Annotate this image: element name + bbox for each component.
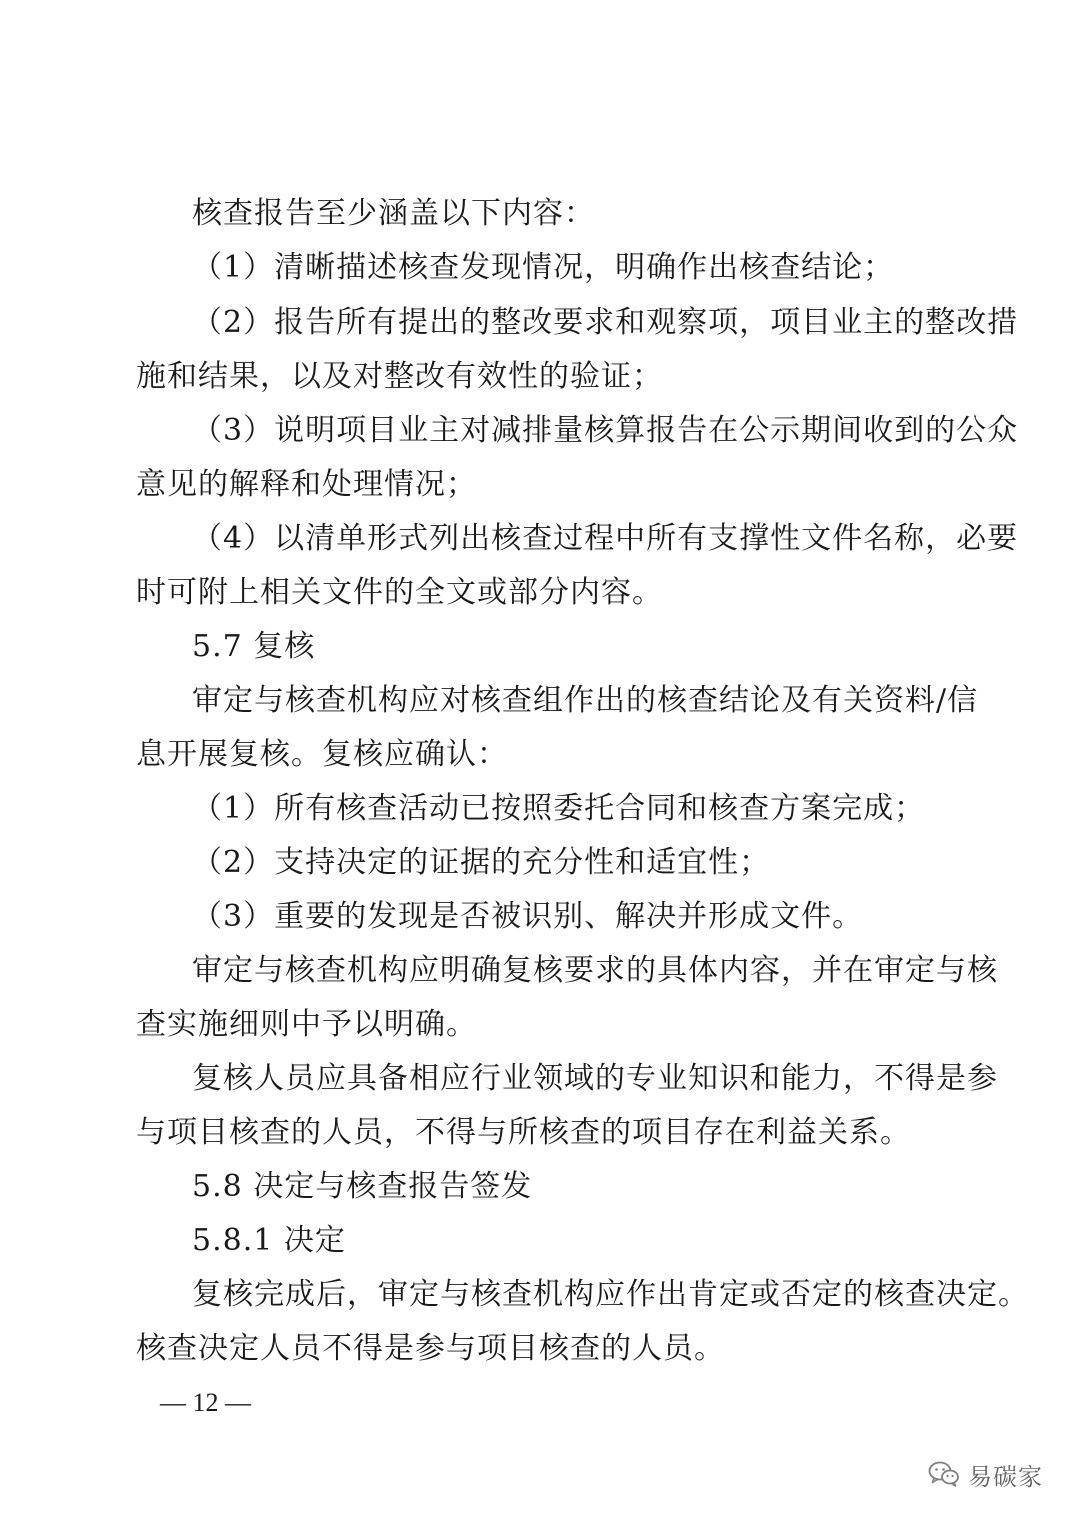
paragraph-line: （1）所有核查活动已按照委托合同和核查方案完成； [192,791,926,826]
watermark-text: 易碳家 [968,1462,1043,1491]
paragraph-line: 意见的解释和处理情况； [136,467,477,502]
paragraph-line: （4）以清单形式列出核查过程中所有支撑性文件名称，必要 [192,521,1019,556]
paragraph-line: 复核人员应具备相应行业领域的专业知识和能力，不得是参 [192,1061,998,1096]
watermark [928,1455,1043,1493]
paragraph-line: 时可附上相关文件的全文或部分内容。 [136,575,663,610]
section-heading: 5.8 决定与核查报告签发 [192,1169,533,1204]
paragraph-line: 核查报告至少涵盖以下内容： [192,196,595,231]
page-number: — 12 — [160,1388,251,1417]
paragraph-line: 审定与核查机构应对核查组作出的核查结论及有关资料/信 [192,683,979,718]
paragraph-line: 与项目核查的人员，不得与所核查的项目存在利益关系。 [136,1115,911,1150]
wechat-icon [928,1460,960,1488]
paragraph-line: 息开展复核。复核应确认： [136,737,508,772]
paragraph-line: 审定与核查机构应明确复核要求的具体内容，并在审定与核 [192,953,998,988]
subsection-heading: 5.8.1 决定 [192,1223,346,1258]
section-heading: 5.7 复核 [192,629,316,664]
paragraph-line: （3）说明项目业主对减排量核算报告在公示期间收到的公众 [192,413,1019,448]
paragraph-line: （2）支持决定的证据的充分性和适宜性； [192,845,771,880]
paragraph-line: （2）报告所有提出的整改要求和观察项，项目业主的整改措 [192,305,1019,340]
paragraph-line: （3）重要的发现是否被识别、解决并形成文件。 [192,899,864,934]
paragraph-line: 核查决定人员不得是参与项目核查的人员。 [136,1331,725,1366]
paragraph-line: 复核完成后，审定与核查机构应作出肯定或否定的核查决定。 [192,1277,1029,1312]
paragraph-line: 施和结果，以及对整改有效性的验证； [136,359,663,394]
paragraph-line: （1）清晰描述核查发现情况，明确作出核查结论； [192,250,895,285]
paragraph-line: 查实施细则中予以明确。 [136,1007,477,1042]
